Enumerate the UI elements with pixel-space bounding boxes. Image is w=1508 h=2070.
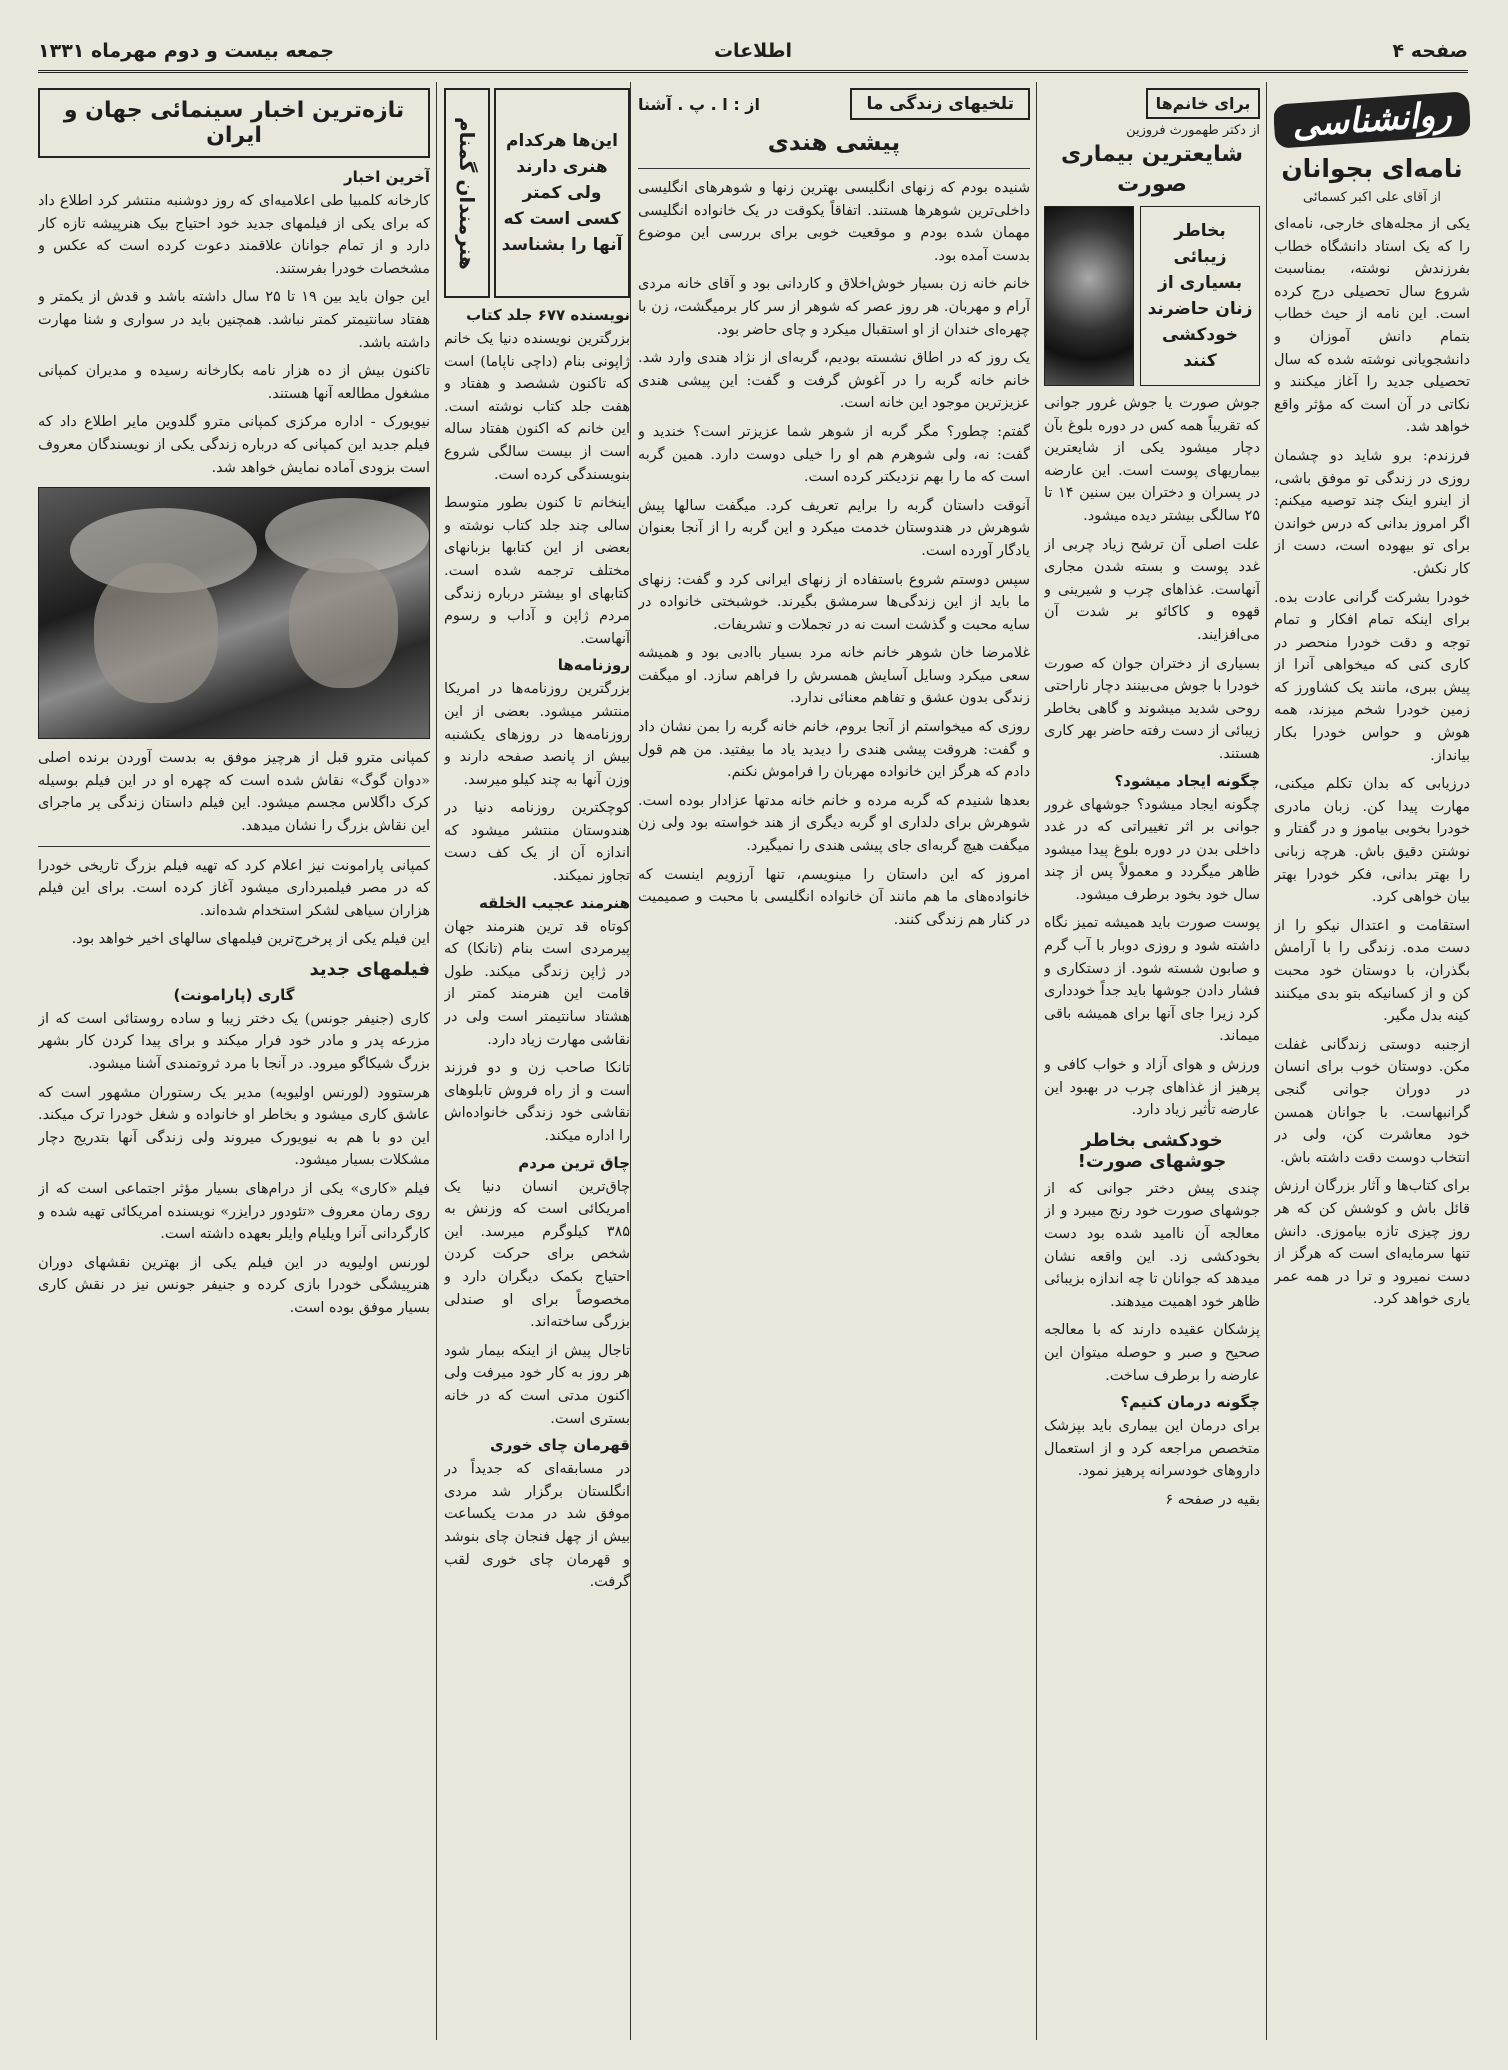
paragraph: چندی پیش دختر جوانی که از جوشهای صورت خود رنج میبرد و از معالجه آن ناامید شده بود دست بخودکشی زد. این واقعه نشان میدهد که جوانان تا چه اندازه بزیبائی ظاهر خود اهمیت میدهند. [1044, 1180, 1260, 1310]
divider [38, 846, 430, 847]
article-headline: تازه‌ترین اخبار سینمائی جهان و ایران [38, 88, 430, 158]
paragraph: در مسابقه‌ای که جدیداً در انگلستان برگزار شد مردی موفق شد در مدت یکساعت بیش از چهل فنجان چای بنوشد و قهرمان چای خوری لقب گرفت. [444, 1461, 630, 1591]
section-header: برای خانم‌ها [1146, 88, 1260, 119]
article-headline: شایعترین بیماری صورت [1060, 142, 1244, 197]
paragraph: کوتاه قد ترین هنرمند جهان پیرمردی است بنام (تانکا) که در ژاپن زندگی میکند. طول قامت این هنرمند کمتر از هشتاد سانتیمتر است ولی در نقاشی مهارت زیاد دارد. [444, 918, 630, 1048]
story-header [638, 88, 1030, 120]
paragraph: کوچکترین روزنامه دنیا در هندوستان منتشر میشود که اندازه آن از یک کف دست تجاوز نمیکند. [444, 800, 630, 885]
masthead [38, 38, 1468, 73]
page-number: صفحه ۴ [1392, 40, 1468, 62]
paragraph: کاری (جنیفر جونس) یک دختر زیبا و ساده روستائی است که از مزرعه پدر و مادر خود فرار میکند و برای پیدا کردن کار بشهر بزرگ شیکاگو میرود. در آنجا با مرد ثروتمندی آشنا میشود. [38, 1010, 430, 1073]
paragraph: ورزش و هوای آزاد و خواب کافی و پرهیز از غذاهای چرب در بهبود این عارضه تأثیر زیاد دارد. [1044, 1057, 1260, 1119]
artists-column [444, 88, 630, 2040]
film-title: گاری (پارامونت) [173, 985, 295, 1004]
paragraph: بزرگترین روزنامه‌ها در امریکا منتشر میشود. بعضی از این روزنامه‌ها در روزهای یکشنبه بیش از پانصد صفحه دارند و وزن آنها به چند کیلو میرسد. [444, 681, 630, 788]
paragraph: این جوان باید بین ۱۹ تا ۲۵ سال داشته باشد و قدش از یکمتر و هفتاد سانتیمتر کمتر نباشد. همچنین باید در سواری و شنا مهارت داشته باشد. [38, 289, 430, 351]
paragraph: فرزندم: برو شاید دو چشمان روزی در زندگی تو موفق باشی، از اینرو اینک چند توصیه میکنم: اگر امروز بدانی که درس خواندن برای تو بیهوده است، دست از کار نکش. [1274, 447, 1470, 577]
article-headline: نامه‌ای بجوانان [1281, 154, 1463, 183]
column-divider [1266, 82, 1267, 2040]
paragraph: پزشکان عقیده دارند که با معالجه صحیح و صبر و حوصله میتوان این عارضه را برطرف ساخت. [1044, 1322, 1260, 1384]
cinema-column [38, 88, 430, 2040]
paragraph: خانم خانه زن بسیار خوش‌اخلاق و کاردانی بود و آقای خانه مردی آرام و مهربان. هر روز عصر که شوهر از سر کار برمیگشت، زن با چهره‌ای خندان از او استقبال میکرد و چای حاضر بود. [638, 276, 1030, 338]
paragraph: ازجنبه دوستی زندگانی غفلت مکن. دوستان خوب برای انسان در دوران جوانی گنجی گرانبهاست. با جوانان همسن خود معاشرت کن، ولی در انتخاب دوست دقت داشته باش. [1274, 1036, 1470, 1166]
paragraph: سپس دوستم شروع باستفاده از زنهای ایرانی کرد و گفت: زنهای ما باید از این زندگی‌ها سرمشق بگیرند. خوشبختی خانواده در سایه محبت و گذشت است نه در تجملات و تشریفات. [638, 571, 1030, 633]
paragraph: لورنس اولیویه در این فیلم یکی از بهترین نقشهای دوران هنرپیشگی خودرا بازی کرده و جنیفر جونس نیز در نقش کاری بسیار موفق بوده است. [38, 1254, 430, 1316]
paragraph: این فیلم یکی از پرخرج‌ترین فیلمهای سالهای اخیر خواهد بود. [71, 931, 430, 948]
paragraph: یک روز که در اطاق نشسته بودیم، گربه‌ای از نژاد هندی وارد شد. خانم خانه گربه را در آغوش گرفت و گفت: این پیشی هندی عزیزترین موجود این خانه است. [638, 350, 1030, 412]
artists-banner [444, 88, 630, 298]
paragraph: هرستوود (لورنس اولیویه) مدیر یک رستوران مشهور است که عاشق کاری میشود و بخاطر او خانواده و شغل خودرا ترک میکند. این دو با هم به نیویورک میروند ولی زندگی آنها بتدریج دچار مشکلات بسیار میشود. [38, 1084, 430, 1169]
psychology-logo: روانشناسی [1274, 88, 1470, 152]
issue-date: جمعه بیست و دوم مهرماه ۱۳۳۱ [38, 40, 335, 62]
film-still-photo [38, 487, 430, 739]
paragraph: بعدها شنیدم که گربه مرده و خانم خانه مدتها عزادار بوده است. شوهرش برای دلداری او گربه دیگری از هند خواسته بود ولی زن میگفت هیچ گربه‌ای جای پیشی هندی را نمیگیرد. [638, 792, 1030, 855]
column-divider [436, 82, 437, 2040]
article-author: از آقای علی اکبر کسمائی [1303, 190, 1441, 205]
paragraph: تاکنون بیش از ده هزار نامه بکارخانه رسیده و مدیران کمپانی مشغول مطالعه آنها هستند. [38, 363, 430, 402]
paragraph: برای درمان این بیماری باید بپزشک متخصص مراجعه کرد و از استعمال داروهای خودسرانه پرهیز نمود. [1044, 1418, 1260, 1480]
subheading: روزنامه‌ها [557, 656, 630, 675]
banner-subtitle: این‌ها هرکدام هنری دارند ولی کمتر کسی است که آنها را بشناسد [494, 88, 630, 298]
paragraph: شنیده بودم که زنهای انگلیسی بهترین زنها و شوهرهای انگلیسی داخلی‌ترین شوهرها هستند. اتفاقاً یکوقت در یک خانواده انگلیسی مهمان شده بودم و موقعیت خوبی برای بررسی این موضوع بدست آمده بود. [638, 180, 1030, 264]
section-header: تلخیهای زندگی ما [850, 88, 1030, 120]
story-column [638, 88, 1030, 2040]
paragraph: تانکا صاحب زن و دو فرزند است و از راه فروش تابلوهای نقاشی خود زندگی خانواده‌اش را اداره میکند. [444, 1060, 630, 1144]
woman-portrait-photo [1044, 206, 1134, 386]
paragraph: روزی که میخواستم از آنجا بروم، خانم خانه گربه را بمن نشان داد و گفت: هروقت پیشی هندی را دیدید یاد ما بیفتید. من هم قول دادم که هرگز این خانواده مهربان را فراموش نکنم. [638, 719, 1030, 781]
paragraph: درزیابی که بدان تکلم میکنی، مهارت پیدا کن. زبان مادری خودرا بخوبی بیاموز و در گفتار و نوشتن دقیق باش. هرچه زبانی را بهتر بدانی، فکر خودرا بهتر بیان خواهی کرد. [1274, 776, 1470, 906]
paragraph: گفتم: چطور؟ مگر گربه از شوهر شما عزیزتر است؟ خندید و گفت: نه، ولی شوهرم هم او را خیلی دوست دارد. همین گربه است که ما را بهم نزدیکتر کرده است. [638, 423, 1030, 486]
subheading: قهرمان چای خوری [489, 1436, 630, 1455]
paragraph: نیویورک - اداره مرکزی کمپانی مترو گلدوین مایر اطلاع داد که فیلم جدید این کمپانی که درباره زندگی یکی از نویسندگان معروف است بزودی آماده نمایش خواهد شد. [38, 414, 430, 476]
subheading: نویسنده ۶۷۷ جلد کتاب [466, 306, 630, 324]
paragraph: تاجال پیش از اینکه بیمار شود هر روز به کار خود میرفت ولی اکنون مدتی است که در خانه بستری است. [444, 1342, 630, 1427]
paragraph: چگونه ایجاد میشود؟ جوشهای غرور جوانی بر اثر تغییراتی که در غدد داخلی بدن در دوره بلوغ پیدا میشود ظاهر میگردد و معمولاً پس از چند سال خود بخود برطرف میشود. [1044, 796, 1260, 903]
paragraph: استقامت و اعتدال نیکو را از دست مده. زندگی را با آرامش بگذران، با دوستان خود محبت کن و از کسانیکه بتو بدی میکنند کینه بدل مگیر. [1274, 917, 1470, 1025]
subheading: هنرمند عجیب الخلقه [478, 893, 630, 912]
divider [638, 168, 1030, 169]
subheading: چگونه درمان کنیم؟ [1120, 1393, 1260, 1412]
subheading: فیلمهای جدید [309, 958, 430, 980]
subheading: آخرین اخبار [344, 168, 430, 186]
paragraph: یکی از مجله‌های خارجی، نامه‌ای را که یک استاد دانشگاه خطاب بفرزندش نوشته، بمناسبت شروع سال تحصیلی درج کرده است. این نامه از حیث خطاب بتمام دانش آموزان و دانشجویانی نوشته شده که سال تحصیلی جدید را آغاز میکنند و نکاتی در آن است که مؤثر واقع خواهد شد. [1274, 216, 1470, 436]
paragraph: کمپانی پارامونت نیز اعلام کرد که تهیه فیلم بزرگ تاریخی خودرا که در مصر فیلمبرداری میشود آغاز کرده است. برای این فیلم هزاران سیاهی لشکر استخدام شده‌اند. [38, 857, 430, 919]
photo-banner-row [1044, 206, 1260, 386]
column-divider [1036, 82, 1037, 2040]
paragraph: خودرا بشرکت گرانی عادت بده. برای اینکه تمام افکار و تمام توجه و دقت خودرا منحصر در کاری کنی که میخواهی آنرا از پیش ببری، مانند یک کشاورز که زمین خودرا شخم میزند، همه هوش و حواس خودرا بکار بیانداز. [1274, 589, 1470, 764]
paragraph: جوش صورت یا جوش غرور جوانی که تقریباً همه کس در دوره بلوغ بآن دچار میشود یکی از شایعترین بیماریهای پوست است. این عارضه در پسران و دختران بین سنین ۱۴ تا ۲۵ سالگی بیشتر دیده میشود. [1044, 395, 1260, 524]
paragraph: علت اصلی آن ترشح زیاد چربی از غدد پوست و بسته شدن مجاری آنهاست. غذاهای چرب و شیرینی و قهوه و کاکائو بر شدت آن می‌افزایند. [1044, 536, 1260, 643]
paragraph: بزرگترین نویسنده دنیا یک خانم ژاپونی بنام (داچی ناپاما) است که تاکنون ششصد و هفتاد و هفت جلد کتاب نوشته است. این خانم که اکنون هفتاد ساله است از بیست سالگی شروع بنویسندگی کرده است. [444, 331, 630, 483]
paragraph: اینخانم تا کنون بطور متوسط سالی چند جلد کتاب نوشته و بعضی از این کتابها بزبانهای مختلف ترجمه شده است. کتابهای او بیشتر درباره زندگی مردم ژاپن و آداب و رسوم آنهاست. [444, 495, 630, 647]
paragraph: فیلم «کاری» یکی از درام‌های بسیار مؤثر اجتماعی است که از روی رمان معروف «تئودور درایزر» نویسنده امریکائی تهیه شده و کارگردانی آنرا ویلیام وایلر بعهده داشته است. [38, 1181, 430, 1243]
headline-banner: بخاطر زیبائی بسیاری از زنان حاضرند خودکشی کنند [1140, 206, 1260, 386]
article-headline: پیشی هندی [767, 130, 901, 156]
continued-note: بقیه در صفحه ۶ [1165, 1491, 1260, 1508]
paragraph: پوست صورت باید همیشه تمیز نگاه داشته شود و روزی دوبار با آب گرم و صابون شسته شود. از دستکاری و فشار دادن جوشها باید جداً خودداری کرد زیرا جای آنها برای همیشه باقی میماند. [1044, 915, 1260, 1045]
paragraph: کارخانه کلمبیا طی اعلامیه‌ای که روز دوشنبه منتشر کرد اطلاع داد که برای یکی از فیلمهای جدید خود احتیاج بیک هنرپیشه تازه کار دارد و از تمام جوانان علاقمند دعوت کرده است که عکس و مشخصات خودرا بفرستند. [38, 193, 430, 277]
subheading: چاق ترین مردم [518, 1153, 630, 1172]
newspaper-name: اطلاعات [713, 40, 793, 62]
paragraph: غلامرضا خان شوهر خانم خانه مرد بسیار باادبی بود و همیشه سعی میکرد وسایل آسایش همسرش را فراهم سازد. او میگفت زندگی بدون عشق و تفاهم معنائی ندارد. [638, 645, 1030, 707]
paragraph: امروز که این داستان را مینویسم، تنها آرزویم اینست که خانواده‌های ما هم مانند آن خانواده انگلیسی با محبت و صمیمیت در کنار هم زندگی کنند. [638, 866, 1030, 928]
paragraph: چاق‌ترین انسان دنیا یک امریکائی است که وزنش به ۳۸۵ کیلوگرم میرسد. این شخص برای حرکت کردن احتیاج بکمک دیگران دارد و مخصوصاً برای او صندلی بزرگی ساخته‌اند. [444, 1178, 630, 1331]
photo-caption: کمپانی مترو قبل از هرچیز موفق به بدست آوردن برنده اصلی «دوان گوگ» نقاش شده است که چهره او در این فیلم بوسیله کرک داگلاس مجسم میشود. این فیلم داستان زندگی پر ماجرای این نقاش بزرگ را نشان میدهد. [38, 750, 430, 834]
health-column [1044, 88, 1260, 2040]
article-author: از دکتر طهمورث فروزین [1126, 123, 1260, 138]
paragraph: برای کتاب‌ها و آثار بزرگان ارزش قائل باش و کوشش کن که هر روز چیزی تازه بیاموزی. دانش تنها سرمایه‌ای است که هرگز از دست نمیرود و ترا در همه عمر یاری خواهد کرد. [1274, 1178, 1470, 1308]
article-author: از : ا . پ . آشنا [638, 94, 760, 114]
psychology-column [1274, 88, 1470, 2040]
subheading: خودکشی بخاطر جوشهای صورت! [1077, 1129, 1227, 1172]
paragraph: آنوقت داستان گربه را برایم تعریف کرد. میگفت سالها پیش شوهرش در هندوستان خدمت میکرد و این گربه را از آنجا بعنوان یادگار آورده است. [638, 497, 1030, 559]
column-divider [630, 82, 631, 2040]
subheading: چگونه ایجاد میشود؟ [1114, 771, 1260, 790]
paragraph: بسیاری از دختران جوان که صورت خودرا با جوش می‌بینند دچار ناراحتی روحی شدید میشوند و گاهی بخاطر زیبائی از دست رفته حاضر بهر کاری هستند. [1044, 655, 1260, 762]
banner-title: هنرمندان گمنام [444, 88, 490, 298]
